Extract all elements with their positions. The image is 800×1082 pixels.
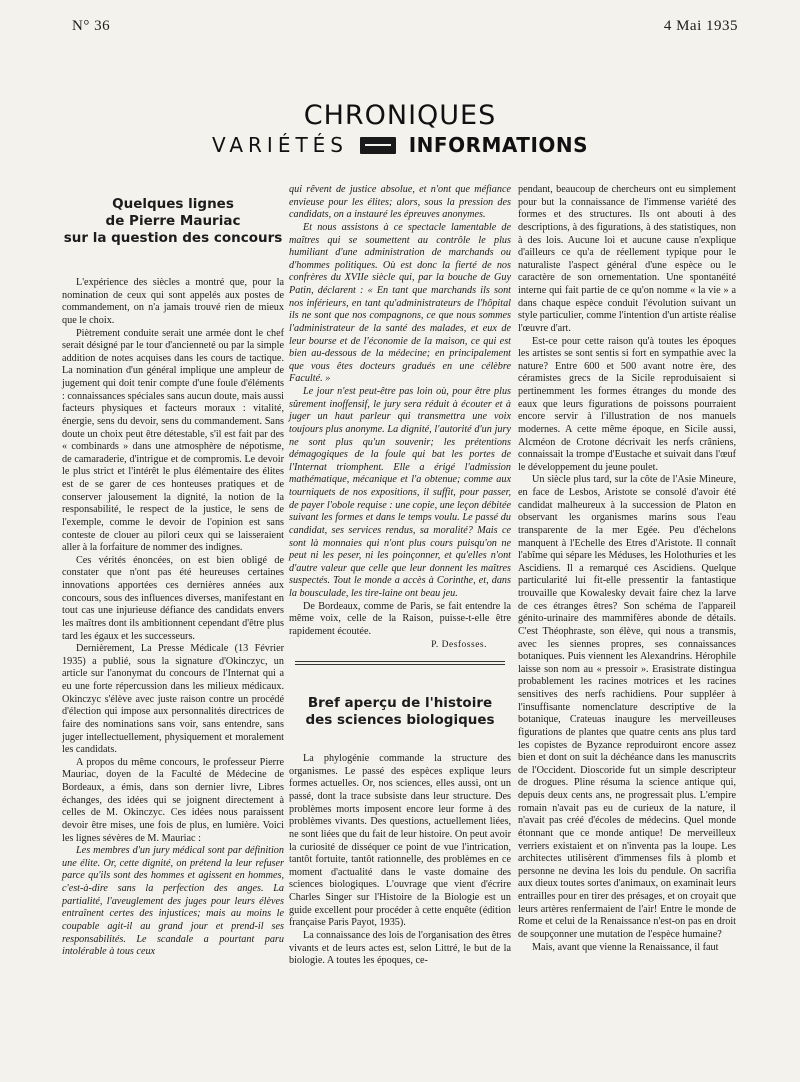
masthead-title: CHRONIQUES	[303, 100, 497, 131]
article1-title	[62, 196, 284, 247]
article2-title-line: Bref aperçu de l'histoire	[307, 695, 493, 712]
paragraph: La connaissance des lois de l'organisation des êtres vivants et de leurs actes est, selon Littré, le but de la biologie. A toutes les époques, ce-	[289, 929, 511, 967]
quote-paragraph: qui rêvent de justice absolue, et n'ont que méfiance envieuse pour les élites; alors, sous la pression des candidats, on a instauré les épreuves anonymes.	[289, 184, 511, 221]
quote-paragraph: Et nous assistons à ce spectacle lamentable de maîtres qui se soumettent au contrôle le plus humiliant d'une administration de marchands ou d'hommes politiques. Où est donc la fierté de nos confrères du XVIIe siècle qui, par la bouche de Guy Patin, déclarent : « En tant que marchands ils sont nos inférieurs, en tant qu'administrateurs de l'hôpital ils ne sont que nos compagnons, ce que nous sommes l'administrateur de la santé des malades, et eux de leur bourse et de l'économie de la maison, ce qui est bien au-dessous de la médecine; en principalement que vous êtes docteurs gradués en une célèbre Faculté. »	[289, 221, 511, 385]
masthead-subtitle	[0, 133, 800, 157]
column-1	[62, 196, 284, 959]
divider	[295, 664, 505, 665]
article1-title-line: Quelques lignes	[112, 196, 234, 212]
article1-title-line: sur la question des concours	[63, 230, 283, 246]
masthead-informations: INFORMATIONS	[408, 133, 589, 157]
paragraph: De Bordeaux, comme de Paris, se fait entendre la même voix, celle de la Raison, puisse-t-elle être rapidement écoutée.	[289, 600, 511, 637]
issue-number: N° 36	[72, 18, 111, 34]
paragraph: Un siècle plus tard, sur la côte de l'Asie Mineure, en face de Lesbos, Aristote se consolé d'avoir été candidat malheureux à la succession de Platon en observant les organismes marins sous l'eau transparente de la mer Egée. Peu d'échelons manquent à l'Echelle des Etres d'Aristote. Il connaît l'abîme qui sépare les Méduses, les Holothuries et les Ascidiens. Il a remarqué ces Ascidiens. Quelque particularité lui fit-elle pressentir la fantastique trouvaille que Kowalesky devait faire chez la larve de ces étranges êtres? Son schéma de l'appareil génito-urinaire des mammifères abonde de détails. C'est Théophraste, son élève, qui nous a transmis, avec les siennes propres, ses connaissances botaniques. Puis viennent les Alexandrins. Hérophile laisse son nom au « pressoir ». Erasistrate distingua probablement les racines motrices et les racines sensitives des nerfs rachidiens. Pour suppléer à l'insuffisante nomenclature descriptive de la botanique, Crateuas inaugure les merveilleuses figurations de plantes que quatre cents ans plus tard les copistes de Byzance reproduiront encore assez bien et dont on suit la déchéance dans les manuscrits de l'Occident. Dioscoride fut un simple descripteur de drogues. Pline résuma la science antique qui, depuis deux cents ans, ne progressait plus. L'empire romain n'avait pas eu de curieux de la nature, il n'avait pas créé d'écoles de médecins. Quel monde étonnant que ce monde antique! De merveilleux verriers existaient et on n'inventa pas la loupe. Les architectes utilisèrent d'immenses fils à plomb et personne ne devina les lois du pendule. On sacrifia aux dieux toutes sortes d'animaux, on examinait leurs entrailles pour en tirer des présages, et on croyait que leurs artères renfermaient de l'air! Entre le monde de Rome et celui de la Renaissance n'est-on pas en droit de soupçonner une mutation de l'espèce humaine?	[518, 474, 736, 940]
divider	[295, 661, 505, 662]
article1-signature: P. Desfosses.	[431, 639, 487, 650]
paragraph: La phylogénie commande la structure des organismes. Le passé des espèces explique leurs formes actuelles. Or, nos sciences, elles aussi, ont un passé, dont la trace subsiste dans leur structure. Des problèmes morts imposent encore leur forme à des problèmes vivants. Des questions, actuellement liées, ne sont liées que du fait de leur histoire. On peut avoir la curiosité de disséquer ce point de vue l'intrication, tantôt fortuite, tantôt rationnelle, des problèmes en ce moment d'actualité dans le vaste domaine des sciences biologiques. L'ouvrage que vient d'écrire Charles Singer sur l'Histoire de la Biologie est un guide excellent pour procéder à cette enquête (édition française Paris Payot, 1935).	[289, 753, 511, 929]
paragraph: Dernièrement, La Presse Médicale (13 Février 1935) a publié, sous la signature d'Okinczyc, un article sur l'anonymat du concours de l'Internat qui a eu une forte répercussion dans les milieux médicaux. Okinczyc s'élève avec juste raison contre un procédé d'élection qui impose aux personnalités directrices de faire des nominations sans voir, sans entendre, sans juger intellectuellement, physiquement et moralement les candidats.	[62, 643, 284, 756]
paragraph: Piètrement conduite serait une armée dont le chef serait désigné par le tour d'ancienneté ou par la simple addition de notes acquises dans les cours de tactique. La nomination d'un général implique une ampleur de jugement qui doit tenir compte d'une foule d'éléments : connaissances spéciales sans aucun doute, mais aussi facteurs physiques et facteurs moraux : vitalité, énergie, sens du devoir, sens du commandement. Sans doute un choix peut être détestable, s'il est fait par des « combinards » dans une atmosphère de népotisme, de camaraderie, d'intrigue et de compromis. Le devoir le plus strict et l'intérêt le plus élémentaire des élites est de se garer de ces honteuses pratiques et de conserver jalousement la dignité, la notion de la responsabilité, le respect de la justice, le sens de l'exemple, comme le devoir de l'opinion est sans conteste de clouer au pilori ceux qui se laisseraient aller à la forfaiture de nommer des indignes.	[62, 327, 284, 554]
article1-title-line: de Pierre Mauriac	[105, 213, 241, 229]
column-2	[289, 184, 511, 968]
masthead	[0, 100, 800, 157]
article2-title-line: des sciences biologiques	[305, 712, 495, 729]
issue-date: 4 Mai 1935	[663, 18, 738, 34]
masthead-varietes: VARIÉTÉS	[211, 133, 349, 157]
column-3	[518, 184, 736, 954]
paragraph: Ces vérités énoncées, on est bien obligé de constater que n'ont pas été heureuses certaines innovations apportées ces dernières années aux concours, sous des influences diverses, manifestant en tout cas une injurieuse défiance des candidats envers les maîtres dont ils ambitionnent cependant d'être plus tard les égaux et les successeurs.	[62, 554, 284, 642]
quote-paragraph: Le jour n'est peut-être pas loin où, pour être plus sûrement inoffensif, le jury sera réduit à écouter et à juger un haut parleur qui transmettra une voix toujours plus anonyme. La dignité, l'autorité d'un jury ne sont plus qu'un souvenir; les prétentions démagogiques de la foule qui bat les portes de l'Internat triomphent. Elle a érigé l'admission mathématique, mécanique et l'a obtenue; comme aux tourniquets de nos expositions, il suffit, pour passer, de payer l'obole requise : une copie, une leçon débitée suivant les formes et dans le temps voulu. Le passé du candidat, ses services rendus, sa moralité? Mais ce sont là monnaies qui n'ont plus cours puisqu'on ne peut ni les peser, ni les poinçonner, et qu'elles n'ont d'autre valeur que celle que leur donnent les maîtres suspectés. Tout le monde a accès à Corinthe, et, dans la bousculade, les tire-laine ont beau jeu.	[289, 386, 511, 599]
paragraph: Mais, avant que vienne la Renaissance, il faut	[532, 941, 719, 953]
paragraph: A propos du même concours, le professeur Pierre Mauriac, doyen de la Faculté de Médecine de Bordeaux, a émis, dans son dernier livre, Libres échanges, des idées qui se joignent directement à celles de M. Okinczyc. Ces idées nous paraissent devoir être mises, une fois de plus, en lumière. Voici les lignes sévères de M. Mauriac :	[62, 756, 284, 844]
masthead-ornament-icon	[360, 137, 396, 154]
paragraph: pendant, beaucoup de chercheurs ont eu simplement pour but la connaissance de l'immense variété des formes et des structures. Ils ont abouti à des descriptions, à des figurations, à des statistiques, non à des lois. Aucune loi et aucune cause n'explique d'ailleurs ce qu'a de réellement typique pour le naturaliste l'aspect général d'une espèce ou le caractère de son ornementation. Une spontanéité interne qui fait partie de ce qu'on nomme « la vie » a dans chaque espèce conduit l'évolution suivant un style particulier, comme l'intention d'un artiste réalise l'œuvre d'art.	[518, 184, 736, 334]
article2-title	[289, 695, 511, 729]
quote-paragraph: Les membres d'un jury médical sont par définition une élite. Or, cette dignité, on prétend la leur refuser parce qu'ils sont des hommes et agissent en hommes, c'est-à-dire sans la perfection des anges. La partialité, l'aveuglement des juges pour leurs élèves entraînent certes des injustices; mais au moins le coupable agit-il au grand jour et prend-il ses responsabilités. Le scandale a pourtant paru intolérable à tous ceux	[62, 845, 284, 958]
paragraph: Est-ce pour cette raison qu'à toutes les époques les artistes se sont sentis si fort en sympathie avec la nature? Entre 600 et 500 avant notre ère, des céramistes grecs de la Sicile reproduisaient si pertinemment les formes étranges du monde des eaux que leurs figurations de poissons pourraient encore servir à l'illustration de nos manuels modernes. A cette même époque, en Sicile aussi, Alcméon de Crotone décrivait les nerfs crâniens, connaissait la trompe d'Eustache et suivait dans l'œuf le développement du jeune poulet.	[518, 335, 736, 473]
paragraph: L'expérience des siècles a montré que, pour la nomination de ceux qui sont appelés aux postes de commandement, on n'a jamais trouvé rien de mieux que le choix.	[62, 277, 284, 326]
